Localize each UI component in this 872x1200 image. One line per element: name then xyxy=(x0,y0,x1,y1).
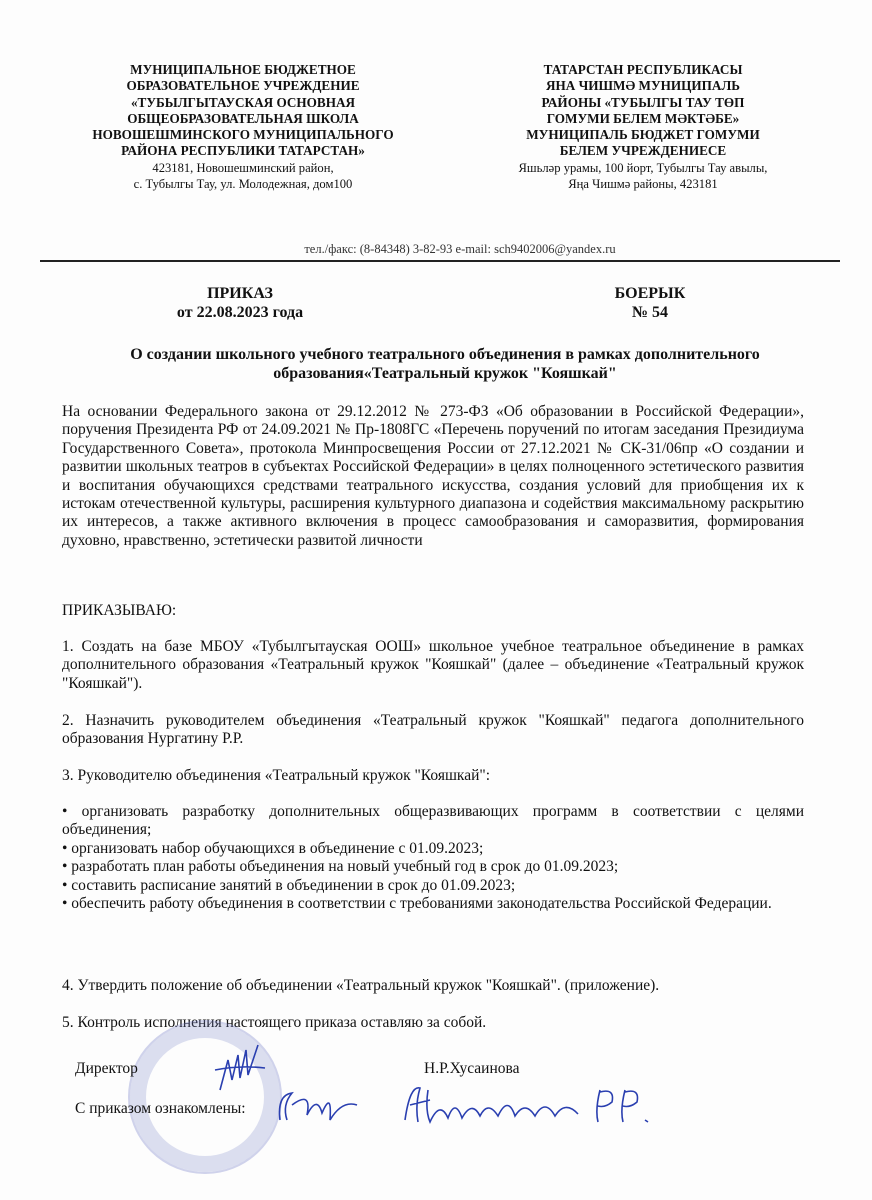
header-line: РАЙОНЫ «ТУБЫЛГЫ ТАУ ТӨП xyxy=(541,94,745,110)
header-address: Яшьләр урамы, 100 йорт, Тубылгы Тау авылы, xyxy=(518,160,768,175)
order-item-4: 4. Утвердить положение об объединении «Театральный кружок "Кояшкай". (приложение). xyxy=(62,977,660,994)
header-line: БЕЛЕМ УЧРЕЖДЕНИЕСЕ xyxy=(559,143,727,159)
order-title: ПРИКАЗ xyxy=(207,285,273,302)
order-item-5: 5. Контроль исполнения настоящего приказа оставляю за собой. xyxy=(62,1014,487,1031)
header-address: 423181, Новошешминский район, xyxy=(152,160,334,175)
header-address: с. Тубылгы Тау, ул. Молодежная, дом100 xyxy=(133,177,353,192)
header-divider xyxy=(40,260,840,262)
list-item: • составить расписание занятий в объединении в срок до 01.09.2023; xyxy=(62,876,516,894)
list-item: • разработать план работы объединения на новый учебный год в срок до 01.09.2023; xyxy=(62,858,619,876)
order-number: № 54 xyxy=(631,304,669,321)
list-item: • организовать набор обучающихся в объединение с 01.09.2023; xyxy=(62,839,484,857)
header-line: ЯНА ЧИШМӘ МУНИЦИПАЛЬ xyxy=(546,78,740,94)
contacts-line: тел./факс: (8-84348) 3-82-93 e-mail: sch9402006@yandex.ru xyxy=(304,242,616,256)
header-line: РАЙОНА РЕСПУБЛИКИ ТАТАРСТАН» xyxy=(121,143,365,159)
header-line: ТАТАРСТАН РЕСПУБЛИКАСЫ xyxy=(543,62,743,77)
order-item-2: 2. Назначить руководителем объединения «Театральный кружок "Кояшкай" педагога дополнительного образования Нургатину Р.Р. xyxy=(62,712,804,748)
ordering-word: ПРИКАЗЫВАЮ: xyxy=(62,602,177,619)
order-item-3: 3. Руководителю объединения «Театральный кружок "Кояшкай": xyxy=(62,767,490,784)
header-line: МУНИЦИПАЛЬ БЮДЖЕТ ГОМУМИ xyxy=(526,127,760,143)
director-signature-icon xyxy=(210,1040,270,1095)
header-line: ОБЩЕОБРАЗОВАТЕЛЬНАЯ ШКОЛА xyxy=(127,110,359,126)
header-line: ОБРАЗОВАТЕЛЬНОЕ УЧРЕЖДЕНИЕ xyxy=(126,78,360,94)
director-label: Директор xyxy=(75,1060,138,1077)
order-block-russian xyxy=(140,284,340,322)
header-line: НОВОШЕШМИНСКОГО МУНИЦИПАЛЬНОГО xyxy=(92,127,394,143)
preamble: На основании Федерального закона от 29.12.2012 № 273-ФЗ «Об образовании в Российской Федерации», поручения Президента РФ от 24.09.2021 № Пр-1808ГС «Перечень поручений по итогам заседания Президиума Государственного Совета», протокола Минпросвещения России от 27.12.2021 № СК-31/06пр «О создании и развитии школьных театров в субъектах Российской Федерации» в целях полноценного эстетического развития и воспитания обучающихся средствами театрального искусства, создания условий для приобщения их к истокам отечественной культуры, расширения культурного диапазона и содействия максимальному раскрытию их интересов, а также активного включения в процесс самообразования и саморазвития, формирования духовно, нравственно, эстетически развитой личности xyxy=(62,403,804,549)
acknowledged-label: С приказом ознакомлены: xyxy=(75,1100,246,1117)
order-item-1: 1. Создать на базе МБОУ «Тубылгытауская ООШ» школьное учебное театральное объединение в рамках дополнительного образования «Театральный кружок "Кояшкай" (далее – объединение «Театральный кружок "Кояшкай"). xyxy=(62,638,804,692)
header-line: ГОМУМИ БЕЛЕМ МӘКТӘБЕ» xyxy=(546,110,740,126)
order-title-tatar: БОЕРЫК xyxy=(614,285,686,302)
header-line: «ТУБЫЛГЫТАУСКАЯ ОСНОВНАЯ xyxy=(130,94,356,110)
list-item: • обеспечить работу объединения в соответствии с требованиями законодательства Российской Федерации. xyxy=(62,895,772,913)
header-right-tatar xyxy=(478,62,808,192)
task-list xyxy=(62,803,804,913)
director-name: Н.Р.Хусаинова xyxy=(424,1060,520,1077)
header-address: Яңа Чишмә районы, 423181 xyxy=(568,177,718,192)
list-item: • организовать разработку дополнительных общеразвивающих программ в соответствии с целями объединения; xyxy=(62,803,804,839)
signature-nurgatina-short-icon xyxy=(272,1085,362,1125)
order-block-tatar xyxy=(580,284,720,322)
signature-nurgatina-full-icon xyxy=(400,1080,670,1130)
header-left-russian xyxy=(58,62,428,192)
document-title: О создании школьного учебного театрального объединения в рамках дополнительного образования«Театральный кружок "Кояшкай" xyxy=(130,346,760,382)
header-line: МУНИЦИПАЛЬНОЕ БЮДЖЕТНОЕ xyxy=(130,62,356,77)
order-date: от 22.08.2023 года xyxy=(176,304,304,321)
